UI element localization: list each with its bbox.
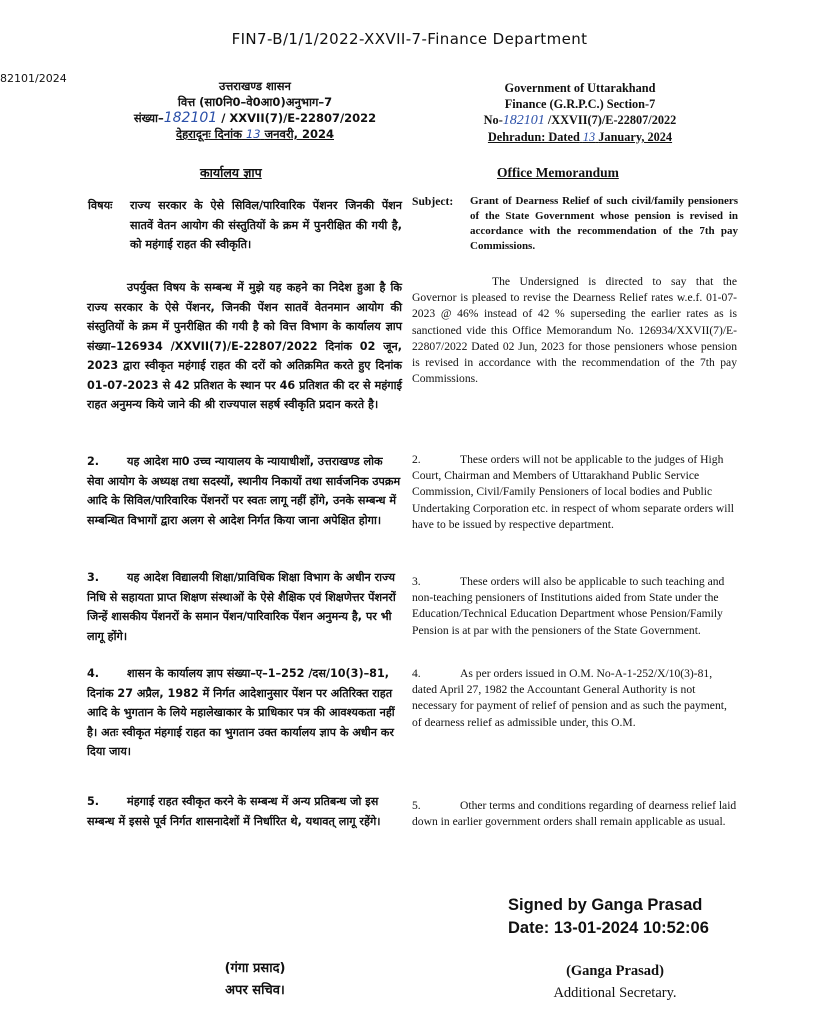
english-department: Finance (G.R.P.C.) Section-7 [504,97,656,111]
english-para-4-number: 4. [412,667,421,680]
hindi-para-2-text: यह आदेश मा0 उच्च न्यायालय के न्यायाधीशों, उत्तराखण्ड लोक सेवा आयोग के अध्यक्ष तथा सदस्यों, स्थानीय निकायों तथा सार्वजनिक उपक्रम आदि के सिविल/पारिवारिक पेंशनरों पर स्वतः लागू नहीं होंगे, उनके सम्बन्ध में सम्बन्धित विभागों द्वारा अलग से आदेश निर्गत किया जाना अपेक्षित होगा। [87,455,401,527]
english-para-5-number: 5. [412,799,421,812]
english-title: Office Memorandum [497,165,619,180]
hindi-date [120,126,390,142]
file-reference: FIN7-B/1/1/2022-XXVII-7-Finance Department [231,30,588,48]
english-para-3-text: These orders will also be applicable to such teaching and non-teaching pensioners of Institutions aided from State under the Education/Technical Education Department whose Pension/Family Pension is at par with the pensioners of the State Government. [412,575,725,637]
english-para-2-text: These orders will not be applicable to the judges of High Court, Chairman and Members of Uttarakhand Public Service Commission, Civil/Family Pensioners of local bodies and Public Undertaking Corporation etc. in respect of whom separate orders will have to be issued by respective department. [412,453,734,531]
hindi-number-prefix: संख्या– [133,111,164,125]
digital-signature [508,894,709,940]
hindi-para-3-text: यह आदेश विद्यालयी शिक्षा/प्राविधिक शिक्षा विभाग के अधीन राज्य निधि से सहायता प्राप्त शिक्षण संस्थाओं के ऐसे शैक्षिक एवं शिक्षणेत्तर पेंशनरों जिन्हें शासकीय पेंशनरों के समान पेंशन/पारिवारिक पेंशन अनुमन्य है, पर भी लागू होंगे। [87,571,396,643]
hindi-paragraph-5 [87,792,402,831]
english-para-5-text: Other terms and conditions regarding of dearness relief laid down in earlier government orders shall remain applicable as usual. [412,799,737,829]
english-header [470,80,690,145]
english-date-prefix: Dehradun: Dated [487,130,580,144]
hindi-signatory-designation: अपर सचिव। [225,983,285,998]
english-paragraph-2 [412,452,737,533]
hindi-paragraph-4 [87,664,402,762]
hindi-govt-name: उत्तराखण्ड शासन [219,79,291,93]
english-date-suffix: January, 2024 [598,130,673,144]
english-govt-name: Government of Uttarakhand [504,81,656,95]
hindi-paragraph-3 [87,568,402,646]
hindi-paragraph-1: उपर्युक्त विषय के सम्बन्ध में मुझे यह कहने का निदेश हुआ है कि राज्य सरकार के ऐसे पेंशनर, जिनकी पेंशन सातवें वेतनमान आयोग की संस्तुतियों के क्रम में पुनरीक्षित की गयी है को वित्त विभाग के कार्यालय ज्ञाप संख्या–126934 /XXVII(7)/E-22807/2022 दिनांक 02 जून, 2023 द्वारा स्वीकृत महंगाई राहत की दरों को अतिक्रमित करते हुए दिनांक 01-07-2023 से 42 प्रतिशत के स्थान पर 46 प्रतिशत की दर से महंगाई राहत अनुमन्य किये जाने की श्री राज्यपाल सहर्ष स्वीकृति प्रदान करते है। [87,281,402,411]
english-paragraph-4 [412,666,737,731]
hindi-header [120,78,390,142]
hindi-para-3-number: 3. [87,571,100,584]
english-paragraph-1: The Undersigned is directed to say that the Governor is pleased to revise the Dearness Relief rates w.e.f. 01-07-2023 @ 46% instead of 42 % superseding the earlier rates as is sanctioned vide this Office Memorandum No. 126934/XXVII(7)/E-22807/2022 Dated 02 Jun, 2023 for those pensioners whose pension is revised in accordance with the recommendation of the 7th pay Commissions. [412,275,737,386]
hindi-subject-label: विषयः [88,199,113,212]
side-reference-number: 82101/2024 [0,72,67,85]
hindi-number-handwritten: 182101 [163,110,218,126]
english-signatory-designation: Additional Secretary. [553,985,677,1001]
english-para-3-number: 3. [412,575,421,588]
english-number-handwritten: 182101 [502,113,545,128]
hindi-para-4-text: शासन के कार्यालय ज्ञाप संख्या–ए–1–252 /दस/10(3)–81, दिनांक 27 अप्रैल, 1982 में निर्गत आदेशानुसार पेंशन पर अतिरिक्त राहत आदि के भुगतान के लिये महालेखाकार के प्राधिकार पत्र की आवश्यकता नहीं है। अतः स्वीकृत मंहगाई राहत का भुगतान उक्त कार्यालय ज्ञाप के अधीन कर दिया जाय। [87,667,395,758]
english-paragraph-5 [412,798,737,830]
hindi-paragraph-2 [87,452,402,530]
hindi-para-5-text: मंहगाई राहत स्वीकृत करने के सम्बन्ध में अन्य प्रतिबन्ध जो इस सम्बन्ध में इससे पूर्व निर्गत शासनादेशों में निर्धारित थे, यथावत् लागू रहेंगे। [87,795,381,828]
digital-signature-date: Date: 13-01-2024 10:52:06 [508,919,709,937]
hindi-subject: राज्य सरकार के ऐसे सिविल/पारिवारिक पेंशनर जिनकी पेंशन सातवें वेतन आयोग की संस्तुतियों के क्रम में पुनरीक्षित की गयी है, को महंगाई राहत की स्वीकृति। [130,199,402,251]
english-subject-label: Subject: [412,195,454,208]
hindi-signatory-name: (गंगा प्रसाद) [224,961,286,976]
english-subject: Grant of Dearness Relief of such civil/family pensioners of the State Government whose pension is revised in accordance with the recommendation of the 7th pay Commissions. [470,195,738,252]
hindi-title: कार्यालय ज्ञाप [200,165,262,180]
english-paragraph-3 [412,574,737,639]
english-para-4-text: As per orders issued in O.M. No-A-1-252/X/10(3)-81, dated April 27, 1982 the Accountant General Authority is not necessary for payment of relief of pension and as such the payment, of dearness relief as admissible under, this O.M. [412,667,727,729]
english-para-2-number: 2. [412,453,421,466]
hindi-number-suffix: / XXVII(7)/E-22807/2022 [221,111,377,125]
hindi-order-number [120,110,390,126]
hindi-date-prefix: देहरादूनः दिनांक [175,127,242,141]
hindi-department: वित्त (सा0नि0–वे0आ0)अनुभाग–7 [177,95,333,109]
digital-signature-name: Signed by Ganga Prasad [508,896,703,914]
english-date-day: 13 [582,130,596,144]
english-number-prefix: No- [483,113,503,127]
english-order-number [470,112,690,129]
hindi-date-suffix: जनवरी, 2024 [264,127,335,141]
english-signatory [520,960,710,1004]
english-number-suffix: /XXVII(7)/E-22807/2022 [547,113,677,127]
hindi-para-4-number: 4. [87,667,100,680]
english-signatory-name: (Ganga Prasad) [566,963,664,979]
hindi-para-2-number: 2. [87,455,100,468]
hindi-date-day: 13 [245,127,261,141]
english-date [470,129,690,145]
hindi-para-5-number: 5. [87,795,100,808]
hindi-signatory [200,958,310,1002]
